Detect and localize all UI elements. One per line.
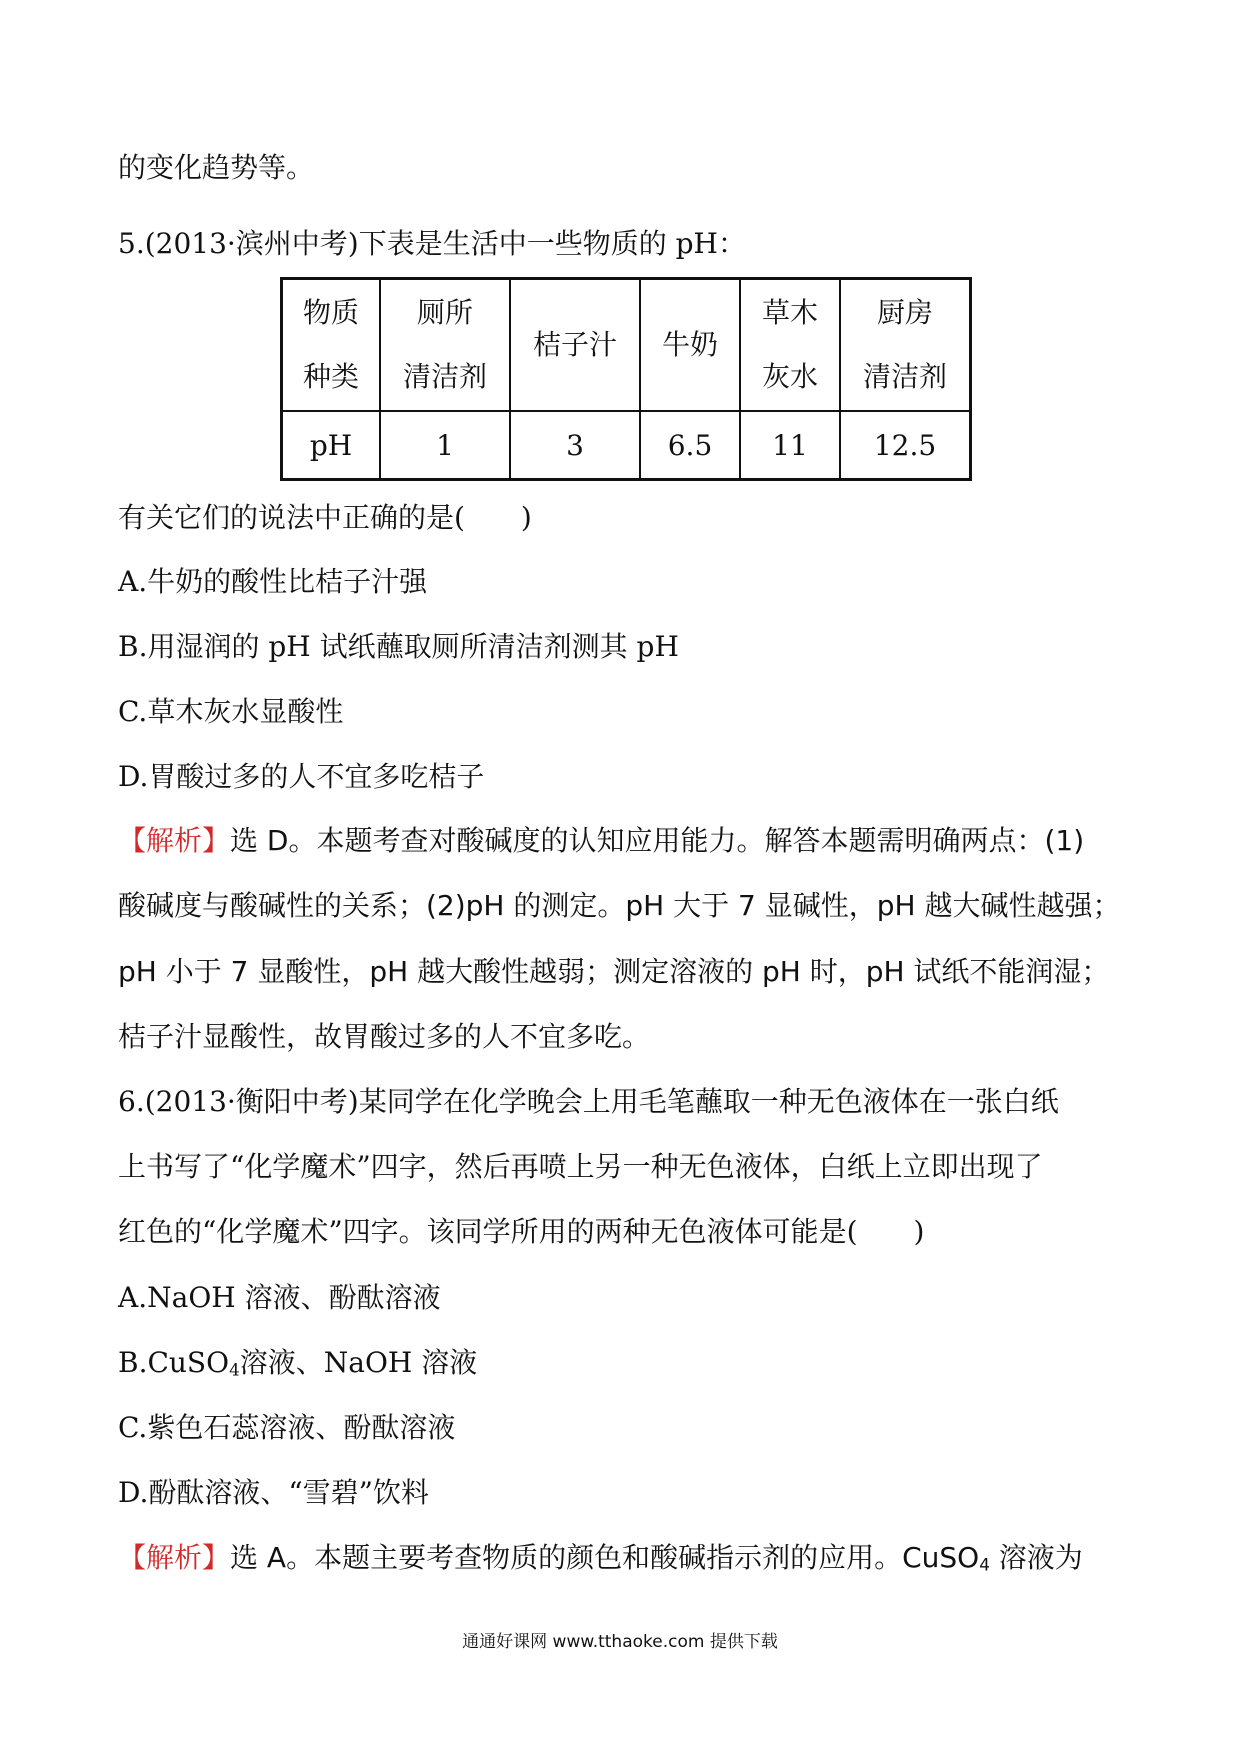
question-5-ask: 有关它们的说法中正确的是( ): [118, 501, 532, 534]
option-d: D.酚酞溶液、“雪碧”饮料: [118, 1476, 429, 1509]
analysis-label: 【解析】: [118, 1541, 231, 1574]
header-cell: 牛奶: [640, 279, 740, 412]
header-cell: 厕所 清洁剂: [380, 279, 510, 412]
header-cell: 桔子汁: [510, 279, 640, 412]
question-5-stem: 5.(2013·滨州中考)下表是生活中一些物质的 pH：: [118, 227, 746, 260]
analysis-5-line-1: [118, 823, 1084, 859]
ph-table: [280, 277, 972, 481]
analysis-5-line-3: pH 小于 7 显酸性，pH 越大酸性越弱；测定溶液的 pH 时，pH 试纸不能润湿；: [118, 955, 1110, 988]
analysis-5-line-4: 桔子汁显酸性，故胃酸过多的人不宜多吃。: [118, 1020, 651, 1053]
analysis-5-line-2: 酸碱度与酸碱性的关系；(2)pH 的测定。pH 大于 7 显碱性，pH 越大碱性越强；: [118, 889, 1121, 922]
ph-value: 1: [380, 411, 510, 480]
option-b: B.CuSO$_4$溶液、NaOH 溶液: [118, 1346, 478, 1380]
ph-value: 11: [740, 411, 840, 480]
page-footer: 通通好课网 www.tthaoke.com 提供下载: [462, 1632, 778, 1652]
ph-value: 12.5: [840, 411, 971, 480]
ph-value: 3: [510, 411, 640, 480]
option-a: A.牛奶的酸性比桔子汁强: [118, 565, 428, 598]
header-cell: 物质 种类: [282, 279, 381, 412]
analysis-label: 【解析】: [118, 824, 231, 857]
option-b: B.用湿润的 pH 试纸蘸取厕所清洁剂测其 pH: [118, 630, 679, 663]
analysis-6-line-1: 【解析】选 A。本题主要考查物质的颜色和酸碱指示剂的应用。CuSO$_4$ 溶液为: [118, 1541, 1083, 1575]
question-6-line-2: 上书写了“化学魔术”四字，然后再喷上另一种无色液体，白纸上立即出现了: [118, 1150, 1043, 1183]
question-6-line-1: 6.(2013·衡阳中考)某同学在化学晚会上用毛笔蘸取一种无色液体在一张白纸: [118, 1085, 1059, 1118]
option-c: C.紫色石蕊溶液、酚酞溶液: [118, 1411, 456, 1444]
option-a: A.NaOH 溶液、酚酞溶液: [118, 1281, 441, 1314]
ph-row-label: pH: [282, 411, 381, 480]
option-d: D.胃酸过多的人不宜多吃桔子: [118, 760, 485, 793]
analysis-text: 选 D。本题考查对酸碱度的认知应用能力。解答本题需明确两点：(1): [230, 824, 1085, 857]
question-6-line-3: 红色的“化学魔术”四字。该同学所用的两种无色液体可能是( ): [118, 1215, 925, 1248]
header-cell: 草木 灰水: [740, 279, 840, 412]
ph-value: 6.5: [640, 411, 740, 480]
text-line: 的变化趋势等。: [118, 151, 315, 184]
option-c: C.草木灰水显酸性: [118, 695, 344, 728]
header-cell: 厨房 清洁剂: [840, 279, 971, 412]
